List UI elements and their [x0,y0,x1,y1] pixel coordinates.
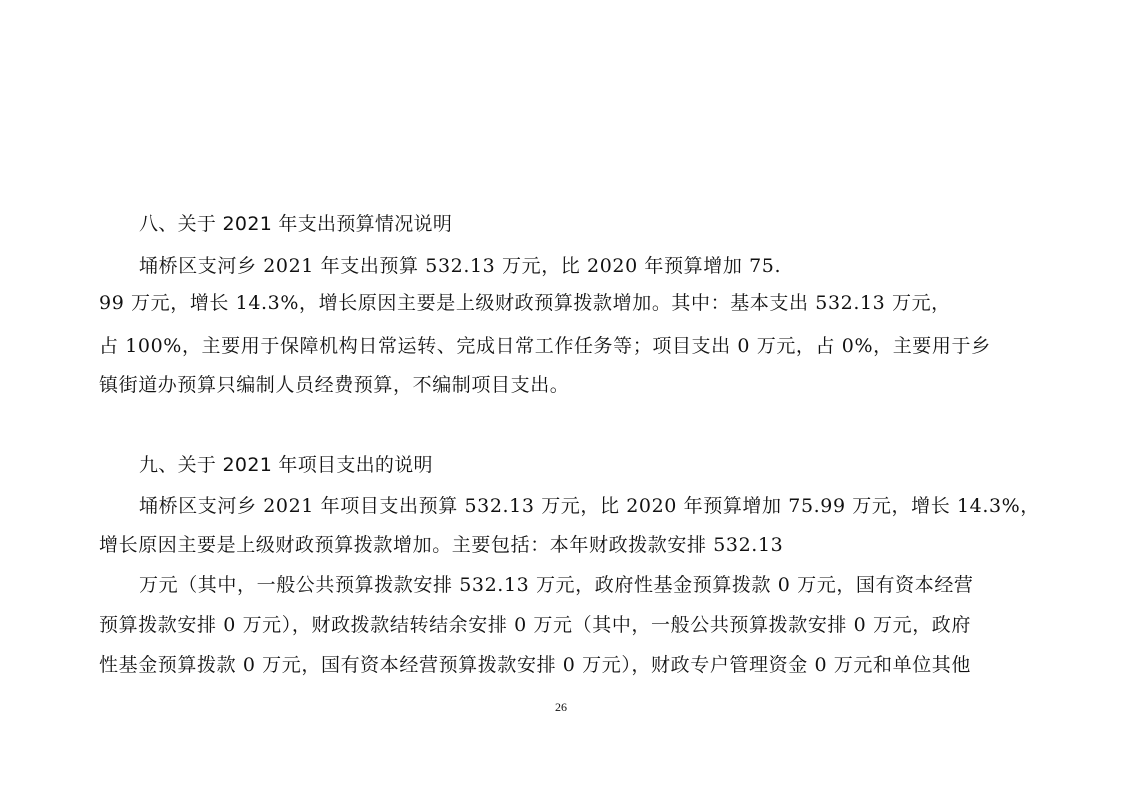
section-9-line-4: 预算拨款安排 0 万元），财政拨款结转结余安排 0 万元（其中，一般公共预算拨款安排 0 万元，政府 [99,614,972,636]
section-8-line-4: 镇街道办预算只编制人员经费预算，不编制项目支出。 [99,374,570,396]
page-number: 26 [555,700,567,714]
section-8-line-3: 占 100%，主要用于保障机构日常运转、完成日常工作任务等；项目支出 0 万元，占 0%，主要用于乡 [99,335,991,357]
section-8-heading: 八、关于 2021 年支出预算情况说明 [139,213,453,235]
section-8-line-2: 99 万元，增长 14.3%，增长原因主要是上级财政预算拨款增加。其中：基本支出 532.13 万元， [99,292,951,314]
section-9-line-2: 增长原因主要是上级财政预算拨款增加。主要包括：本年财政拨款安排 532.13 [99,534,784,556]
section-9-line-3: 万元（其中，一般公共预算拨款安排 532.13 万元，政府性基金预算拨款 0 万元，国有资本经营 [139,574,974,596]
section-9-line-1: 埇桥区支河乡 2021 年项目支出预算 532.13 万元，比 2020 年预算增加 75.99 万元，增长 14.3%， [139,495,1040,517]
section-8-line-1: 埇桥区支河乡 2021 年支出预算 532.13 万元，比 2020 年预算增加 75. [139,255,782,277]
section-9-line-5: 性基金预算拨款 0 万元，国有资本经营预算拨款安排 0 万元），财政专户管理资金 0 万元和单位其他 [99,654,972,676]
section-9-heading: 九、关于 2021 年项目支出的说明 [139,454,433,476]
